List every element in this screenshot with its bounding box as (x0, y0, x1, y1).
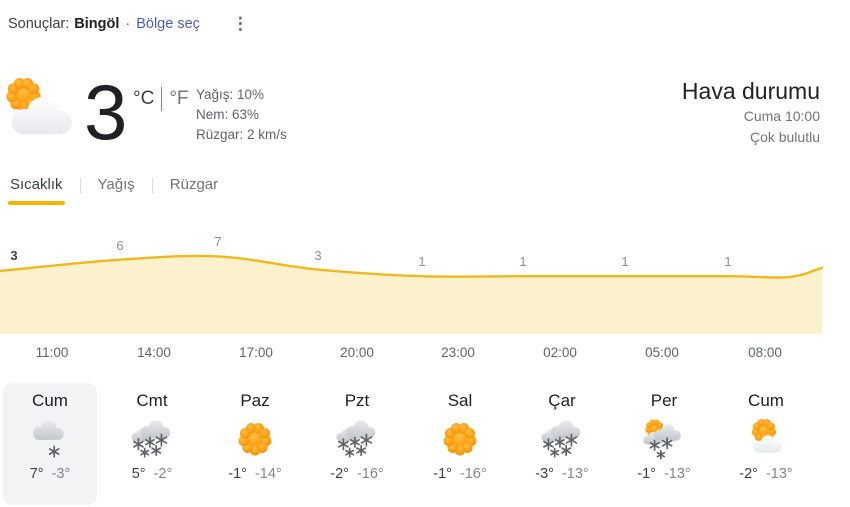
high-temp: 7° (29, 466, 44, 482)
celsius-toggle[interactable]: °C (133, 88, 155, 109)
low-temp: -2° (153, 466, 173, 482)
current-temperature: 3 (84, 68, 128, 156)
day-name: Çar (548, 391, 576, 410)
chart-value-label: 6 (116, 237, 124, 253)
day-temps (105, 466, 199, 482)
day-card-0[interactable] (3, 383, 97, 505)
tab-yagis[interactable] (96, 176, 137, 205)
detail-line: Yağış: 10% (196, 87, 265, 102)
day-name: Per (650, 391, 678, 410)
day-card-7[interactable] (719, 383, 813, 505)
day-card-1[interactable] (105, 383, 199, 505)
time-axis (0, 345, 850, 361)
low-temp: -14° (254, 466, 282, 482)
snow-icon (515, 412, 609, 466)
high-temp: -1° (433, 466, 452, 482)
day-card-2[interactable] (208, 383, 302, 505)
day-temps (413, 466, 507, 482)
snow-icon (105, 412, 199, 466)
high-temp: -2° (330, 466, 349, 482)
day-card-4[interactable] (413, 383, 507, 505)
results-label: Sonuçlar: (8, 15, 70, 32)
chart-value-label: 1 (724, 254, 732, 270)
low-temp: -13° (765, 466, 793, 482)
low-temp: -16° (459, 466, 487, 482)
high-temp: 5° (131, 466, 146, 482)
time-label: 05:00 (645, 345, 679, 360)
detail-line: Rüzgar: 2 km/s (196, 127, 287, 142)
chart-value-label: 3 (10, 247, 18, 263)
partly-cloudy-icon (719, 412, 813, 466)
active-tab-underline (96, 201, 137, 205)
time-label: 23:00 (441, 345, 475, 360)
day-temps (515, 466, 609, 482)
kebab-menu-icon[interactable] (226, 14, 255, 33)
partly-cloudy-icon (2, 72, 82, 147)
day-card-6[interactable] (617, 383, 711, 505)
day-name: Paz (240, 391, 270, 410)
tab-divider (152, 178, 153, 194)
day-temps (719, 466, 813, 482)
time-label: 14:00 (137, 345, 171, 360)
day-temps (3, 466, 97, 482)
day-name: Cum (748, 391, 784, 410)
location-name: Bingöl (74, 15, 120, 32)
temperature-area-chart[interactable] (0, 225, 850, 337)
active-tab-underline (8, 201, 65, 205)
time-label: 02:00 (543, 345, 577, 360)
chart-value-label: 1 (418, 254, 426, 270)
unit-toggle (133, 87, 189, 111)
separator-dot: · (125, 15, 131, 32)
select-region-link[interactable]: Bölge seç (136, 15, 200, 32)
current-datetime: Cuma 10:00 (743, 108, 820, 124)
current-condition: Çok bulutlu (749, 129, 820, 145)
tab-ruzgar[interactable] (168, 176, 220, 205)
day-name: Cmt (136, 391, 168, 410)
unit-divider (161, 87, 162, 111)
sunny-icon (413, 412, 507, 466)
tab-label: Yağış (97, 176, 135, 193)
chart-value-label: 1 (621, 254, 629, 270)
snow-icon (310, 412, 404, 466)
day-name: Cum (32, 391, 68, 410)
sunny-icon (208, 412, 302, 466)
day-temps (617, 466, 711, 482)
day-temps (208, 466, 302, 482)
tab-label: Sıcaklık (10, 176, 63, 193)
day-name: Sal (447, 391, 473, 410)
cloud-light-snow-icon (3, 412, 97, 466)
time-label: 08:00 (748, 345, 782, 360)
current-details (196, 85, 287, 145)
tab-label: Rüzgar (169, 176, 219, 193)
tab-divider (80, 178, 81, 194)
chart-value-label: 7 (214, 234, 222, 250)
chart-tabs (8, 176, 220, 205)
day-temps (310, 466, 404, 482)
detail-line: Nem: 63% (196, 107, 260, 122)
high-temp: -3° (535, 466, 554, 482)
high-temp: -2° (739, 466, 758, 482)
sun-snow-icon (617, 412, 711, 466)
low-temp: -13° (561, 466, 589, 482)
day-card-5[interactable] (515, 383, 609, 505)
header-info (682, 78, 820, 146)
page-title: Hava durumu (681, 78, 820, 104)
active-tab-underline (168, 201, 220, 205)
high-temp: -1° (228, 466, 247, 482)
time-label: 17:00 (239, 345, 273, 360)
high-temp: -1° (637, 466, 656, 482)
low-temp: -13° (663, 466, 691, 482)
results-bar (8, 14, 255, 33)
day-card-3[interactable] (310, 383, 404, 505)
time-label: 11:00 (35, 345, 69, 360)
tab-sicaklik[interactable] (8, 176, 65, 205)
fahrenheit-toggle[interactable]: °F (169, 88, 189, 109)
chart-value-label: 1 (519, 254, 527, 270)
time-label: 20:00 (340, 345, 374, 360)
low-temp: -3° (51, 466, 71, 482)
low-temp: -16° (356, 466, 384, 482)
day-name: Pzt (344, 391, 370, 410)
daily-forecast-row (0, 383, 850, 505)
chart-value-label: 3 (314, 247, 322, 263)
